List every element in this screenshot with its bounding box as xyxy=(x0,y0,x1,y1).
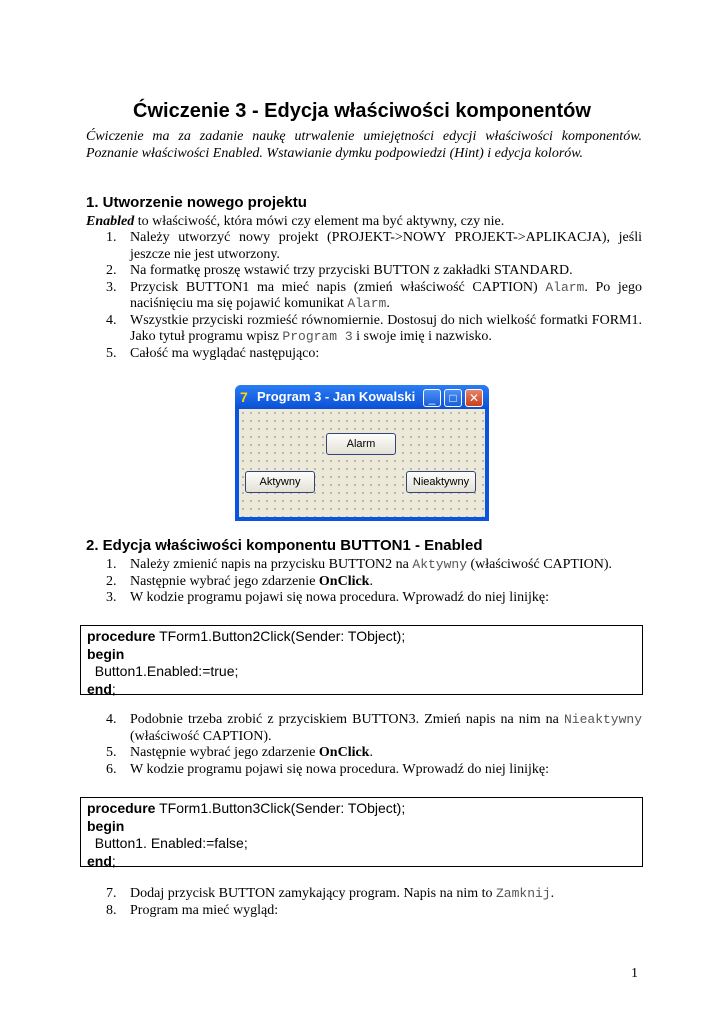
code-block-2: procedure TForm1.Button3Click(Sender: TObject); begin Button1. Enabled:=false; end; xyxy=(80,797,643,867)
section1-list xyxy=(86,230,642,362)
code-block-1: procedure TForm1.Button2Click(Sender: TObject); begin Button1.Enabled:=true; end; xyxy=(80,625,643,695)
form-client-area xyxy=(239,409,485,517)
list-item: 4. Wszystkie przyciski rozmieść równomiernie. Dostosuj do nich wielkość formatki FORM1. Jako tytuł programu wpisz Program 3 i swoje imię i nazwisko. xyxy=(106,312,642,344)
close-button[interactable]: ✕ xyxy=(465,389,483,407)
list-item: 1. Należy zmienić napis na przycisku BUTTON2 na Aktywny (właściwość CAPTION). xyxy=(106,557,613,572)
minimize-button[interactable]: _ xyxy=(423,389,441,407)
definition-term: Enabled xyxy=(86,214,135,229)
window-title: Program 3 - Jan Kowalski xyxy=(257,389,416,404)
list-item: 5. Następnie wybrać jego zdarzenie OnClick. xyxy=(106,745,373,760)
list-item: 3. Przycisk BUTTON1 ma mieć napis (zmień właściwość CAPTION) Alarm. Po jego naciśnięciu ma się pojawić komunikat Alarm. xyxy=(106,279,642,311)
list-item: 1. Należy utworzyć nowy projekt (PROJEKT->NOWY PROJEKT->APLIKACJA), jeśli jeszcze nie jest utworzony. xyxy=(106,230,642,262)
list-item: 2. Następnie wybrać jego zdarzenie OnClick. xyxy=(106,573,373,589)
definition-line xyxy=(86,214,642,230)
list-item: 7. Dodaj przycisk BUTTON zamykający program. Napis na nim to Zamknij. xyxy=(106,886,555,901)
aktywny-button[interactable]: Aktywny xyxy=(245,471,315,493)
program-window xyxy=(235,385,489,521)
page-number: 1 xyxy=(631,966,638,981)
maximize-button[interactable]: □ xyxy=(444,389,462,407)
section2-list-a xyxy=(86,557,642,607)
delphi-icon: 7 xyxy=(240,389,248,405)
list-item: 8. Program ma mieć wygląd: xyxy=(106,902,279,918)
intro-paragraph: Ćwiczenie ma za zadanie naukę utrwalenie umiejętności edycji właściwości komponentów. Poznanie właściwości Enabled. Wstawianie dymku podpowiedzi (Hint) i edycja kolorów. xyxy=(86,129,642,161)
alarm-button[interactable]: Alarm xyxy=(326,433,396,455)
section2-list-b xyxy=(86,712,642,778)
definition-text: to właściwość, która mówi czy element ma być aktywny, czy nie. xyxy=(134,214,505,229)
list-item: 6. W kodzie programu pojawi się nowa procedura. Wprowadź do niej linijkę: xyxy=(106,761,549,777)
section2-heading: 2. Edycja właściwości komponentu BUTTON1 - Enabled xyxy=(86,537,483,554)
window-titlebar[interactable] xyxy=(235,385,489,409)
list-item: 5. Całość ma wyglądać następująco: xyxy=(106,345,320,361)
nieaktywny-button[interactable]: Nieaktywny xyxy=(406,471,476,493)
list-item: 4. Podobnie trzeba zrobić z przyciskiem BUTTON3. Zmień napis na nim na Nieaktywny (właściwość CAPTION). xyxy=(106,712,642,744)
section2-list-c xyxy=(86,886,642,919)
list-item: 3. W kodzie programu pojawi się nowa procedura. Wprowadź do niej linijkę: xyxy=(106,590,549,605)
list-item: 2. Na formatkę proszę wstawić trzy przyciski BUTTON z zakładki STANDARD. xyxy=(106,263,573,278)
section1-heading: 1. Utworzenie nowego projektu xyxy=(86,194,307,211)
page-title: Ćwiczenie 3 - Edycja właściwości komponentów xyxy=(133,100,591,122)
